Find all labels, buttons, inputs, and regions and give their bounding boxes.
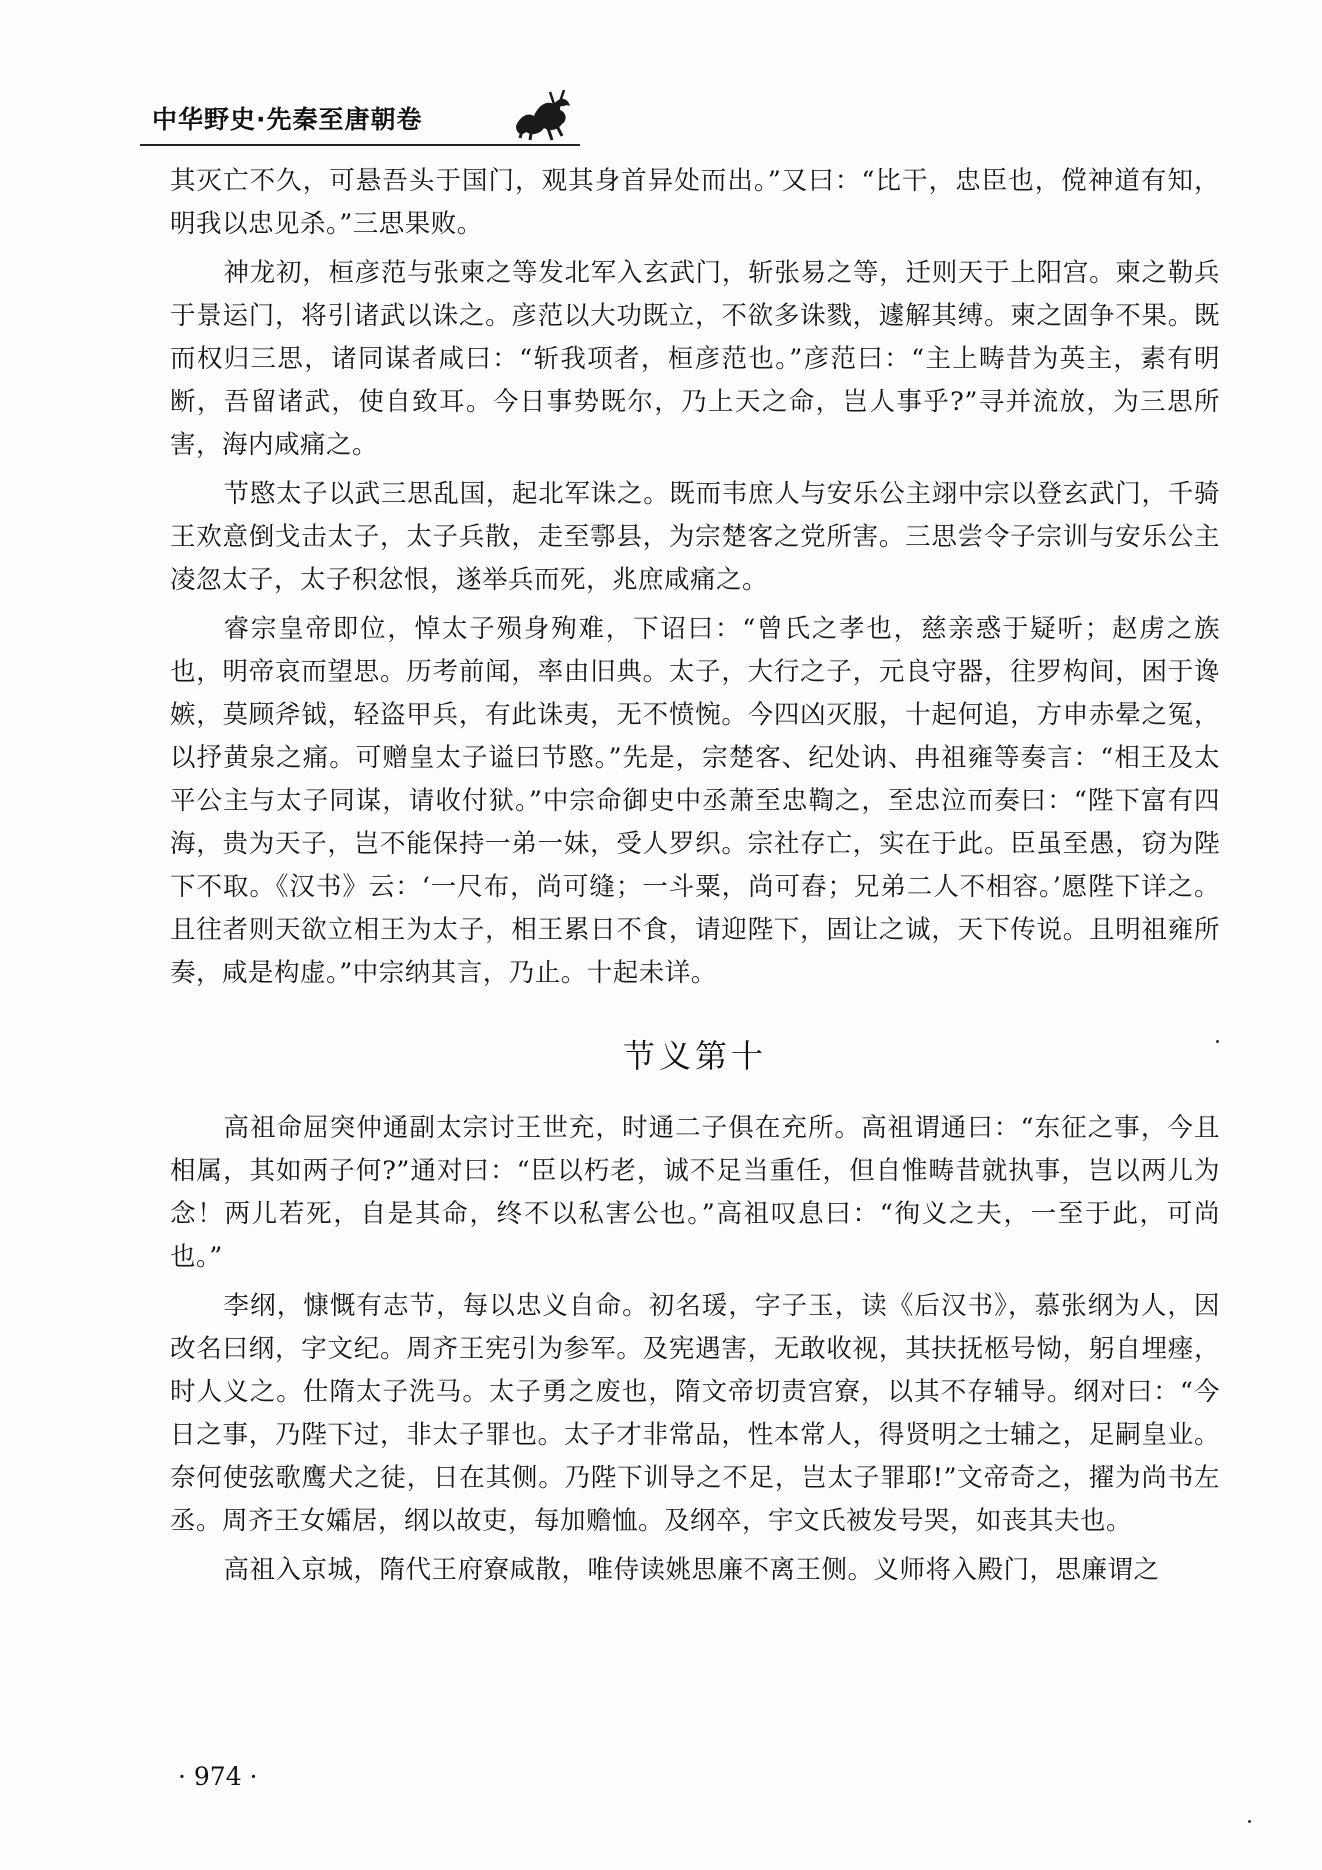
section-title: 节义第十 xyxy=(622,1037,767,1075)
page-number: · 974 · xyxy=(178,1762,258,1791)
paragraph: 高祖命屈突仲通副太宗讨王世充，时通二子俱在充所。高祖谓通曰：“东征之事，今且相属，其如两子何?”通对曰：“臣以朽老，诚不足当重任，但自惟畴昔就执事，岂以两儿为念！两儿若死，自是其命，终不以私害公也。”高祖叹息曰：“徇义之夫，一至于此，可尚也。” xyxy=(170,1113,1220,1272)
text-block-after xyxy=(170,1107,1220,1592)
paragraph: 李纲，慷慨有志节，每以忠义自命。初名瑗，字子玉，读《后汉书》，慕张纲为人，因改名曰纲，字文纪。周齐王宪引为参军。及宪遇害，无敢收视，其扶抚柩号恸，躬自埋瘗，时人义之。仕隋太子洗马。太子勇之废也，隋文帝切责宫寮，以其不存辅导。纲对曰：“今日之事，乃陛下过，非太子罪也。太子才非常品，性本常人，得贤明之士辅之，足嗣皇业。奈何使弦歌鹰犬之徒，日在其侧。乃陛下训导之不足，岂太子罪耶!”文帝奇之，擢为尚书左丞。周齐王女孀居，纲以故吏，每加赡恤。及纲卒，宇文氏被发号哭，如丧其夫也。 xyxy=(170,1291,1220,1536)
paragraph: 睿宗皇帝即位，悼太子殒身殉难，下诏曰：“曾氏之孝也，慈亲惑于疑听；赵虏之族也，明帝哀而望思。历考前闻，率由旧典。太子，大行之子，元良守器，往罗构间，困于谗嫉，莫顾斧钺，轻盗甲兵，有此诛夷，无不愤惋。今四凶灭服，十起何追，方申赤晕之冤，以抒黄泉之痛。可赠皇太子谥曰节愍。”先是，宗楚客、纪处讷、冉祖雍等奏言：“相王及太平公主与太子同谋，请收付狱。”中宗命御史中丞萧至忠鞫之，至忠泣而奏曰：“陛下富有四海，贵为天子，岂不能保持一弟一妹，受人罗织。宗社存亡，实在于此。臣虽至愚，窃为陛下不取。《汉书》云：‘一尺布，尚可缝；一斗粟，尚可舂；兄弟二人不相容。’愿陛下详之。且往者则天欲立相王为太子，相王累日不食，请迎陛下，固让之诚，天下传说。且明祖雍所奏，咸是构虚。”中宗纳其言，乃止。十起未详。 xyxy=(170,614,1220,988)
paragraph: 节愍太子以武三思乱国，起北军诛之。既而韦庶人与安乐公主翊中宗以登玄武门，千骑王欢意倒戈击太子，太子兵散，走至鄠县，为宗楚客之党所害。三思尝令子宗训与安乐公主凌忽太子，太子积忿恨，遂举兵而死，兆庶咸痛之。 xyxy=(170,479,1220,595)
running-title: 中华野史·先秦至唐朝卷 xyxy=(152,105,423,134)
paragraph: 神龙初，桓彦范与张柬之等发北军入玄武门，斩张易之等，迁则天于上阳宫。柬之勒兵于景运门，将引诸武以诛之。彦范以大功既立，不欲多诛戮，遽解其缚。柬之固争不果。既而权归三思，诸同谋者咸曰：“斩我项者，桓彦范也。”彦范曰：“主上畴昔为英主，素有明断，吾留诸武，使自致耳。今日事势既尔，乃上天之命，岂人事乎?”寻并流放，为三思所害，海内咸痛之。 xyxy=(170,258,1220,460)
text-block-before xyxy=(170,160,1220,995)
scan-speck xyxy=(1248,1820,1251,1823)
dragon-emblem-icon xyxy=(510,86,574,142)
scan-speck xyxy=(1216,1040,1219,1043)
paragraph: 高祖入京城，隋代王府寮咸散，唯侍读姚思廉不离王侧。义师将入殿门，思廉谓之 xyxy=(223,1555,1160,1585)
paragraph: 其灭亡不久，可悬吾头于国门，观其身首异处而出。”又曰：“比干，忠臣也，傥神道有知，明我以忠见杀。”三思果败。 xyxy=(170,166,1220,239)
running-header xyxy=(140,78,580,148)
header-rule xyxy=(140,144,580,146)
page-body xyxy=(170,160,1220,1598)
